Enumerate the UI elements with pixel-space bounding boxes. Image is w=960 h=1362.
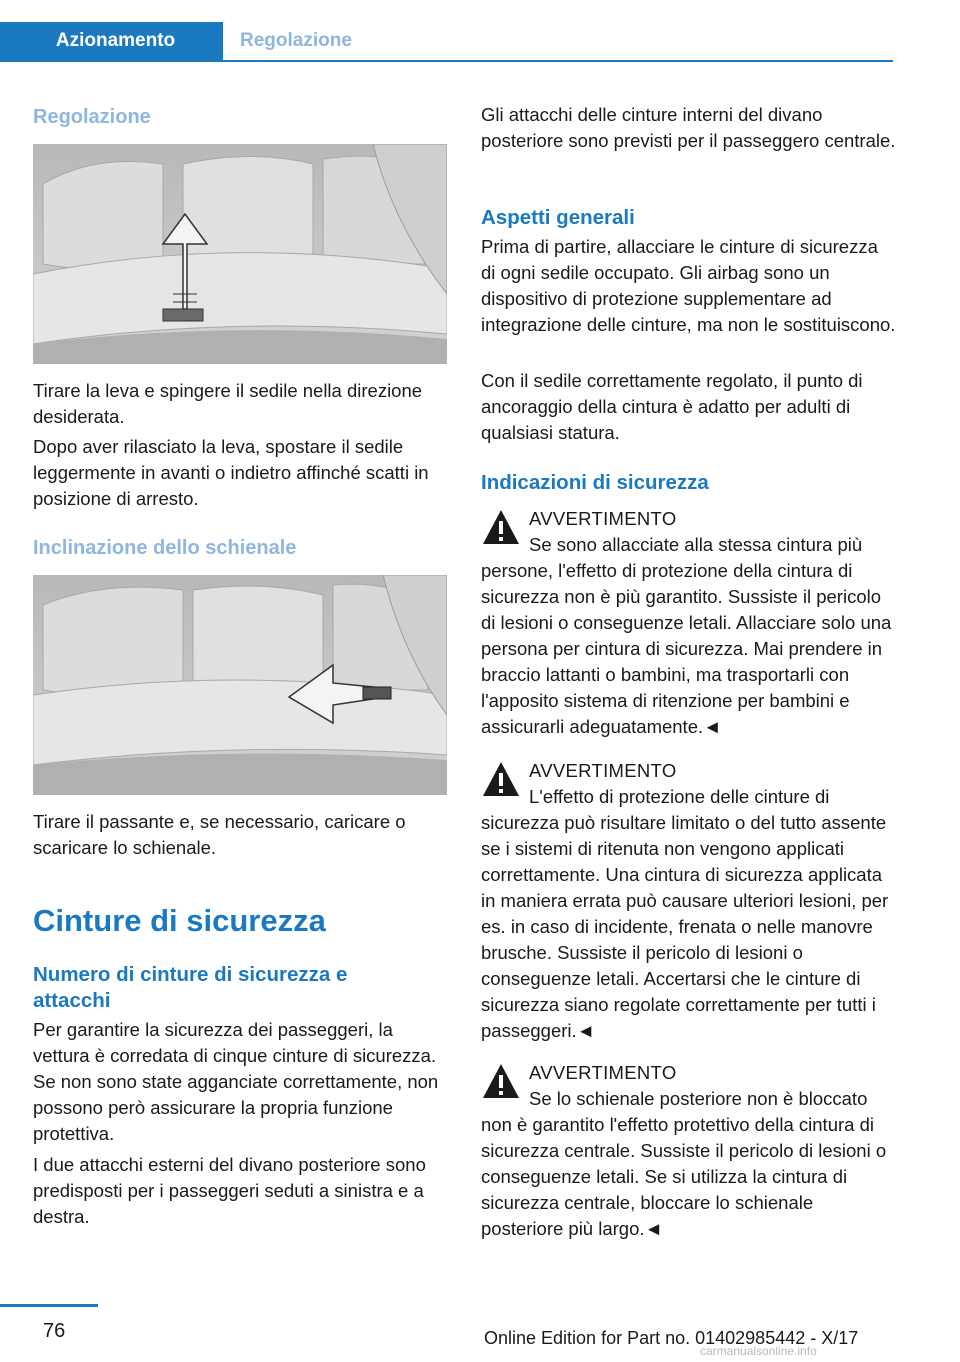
backrest-illustration <box>33 575 447 795</box>
edition-note: Online Edition for Part no. 01402985442 - X/17 <box>484 1328 859 1348</box>
paragraph-regolazione-2: Dopo aver rilasciato la leva, spostare il sedile leggermente in avanti o indietro affinché scatti in posizione di arresto. <box>33 436 429 509</box>
footer-rule <box>0 1304 98 1307</box>
backrest-figure <box>33 575 447 795</box>
heading-indicazioni-sicurezza: Indicazioni di sicurezza <box>481 471 709 494</box>
paragraph-attacchi-interni: Gli attacchi delle cinture interni del divano posteriore sono previsti per il passeggero centrale. <box>481 104 896 151</box>
seat-adjustment-figure <box>33 144 447 364</box>
section-tab-azionamento[interactable]: Azionamento <box>0 22 223 60</box>
paragraph-numero-cinture-1: Per garantire la sicurezza dei passeggeri, la vettura è corredata di cinque cinture di sicurezza. Se non sono state agganciate correttamente, non possono però assicurare la propria funzione protettiva. <box>33 1019 439 1144</box>
watermark: carmanualsonline.info <box>700 1344 817 1358</box>
warning-text: L'effetto di protezione delle cinture di sicurezza può risultare limitato o del tutto assente se i sistemi di ritenuta non vengono applicati correttamente. Una cintura di sicurezza applicata in maniera errata può causare ulteriori lesioni, per es. in caso di incidente, frenata o nelle manovre brusche. Sussiste il pericolo di lesioni o conseguenze letali. Accertarsi che le cinture di sicurezza siano regolate correttamente per tutti i passeggeri.◄ <box>481 786 889 1041</box>
seat-adjustment-illustration <box>33 144 447 364</box>
heading-numero-cinture: Numero di cinture di sicurezza e attacchi <box>33 963 348 1012</box>
paragraph-regolazione-1: Tirare la leva e spingere il sedile nella direzione desiderata. <box>33 380 423 427</box>
heading-aspetti-generali: Aspetti generali <box>481 206 635 229</box>
paragraph-aspetti-generali-2: Con il sedile correttamente regolato, il punto di ancoraggio della cintura è adatto per adulti di qualsiasi statura. <box>481 370 863 443</box>
heading-inclinazione: Inclinazione dello schienale <box>33 537 297 559</box>
paragraph-inclinazione: Tirare il passante e, se necessario, caricare o scaricare lo schienale. <box>33 811 406 858</box>
section-tab-regolazione[interactable]: Regolazione <box>240 30 352 51</box>
header-rule <box>0 60 893 62</box>
heading-cinture-di-sicurezza: Cinture di sicurezza <box>33 903 326 938</box>
paragraph-numero-cinture-2: I due attacchi esterni del divano posteriore sono predisposti per i passeggeri seduti a sinistra e a destra. <box>33 1154 426 1227</box>
heading-regolazione: Regolazione <box>33 106 151 128</box>
paragraph-aspetti-generali-1: Prima di partire, allacciare le cinture di sicurezza di ogni sedile occupato. Gli airbag sono un dispositivo di protezione supplementare ad integrazione delle cinture, ma non le sostituiscono. <box>481 236 896 335</box>
warning-text: Se lo schienale posteriore non è bloccato non è garantito l'effetto protettivo della cintura di sicurezza centrale. Sussiste il pericolo di lesioni o conseguenze letali. Se si utilizza la cintura di sicurezza centrale, bloccare lo schienale posteriore più largo.◄ <box>481 1088 887 1239</box>
page-number: 76 <box>43 1320 66 1342</box>
warning-label: AVVERTIMENTO <box>529 508 677 529</box>
warning-label: AVVERTIMENTO <box>529 1062 677 1083</box>
warning-text: Se sono allacciate alla stessa cintura più persone, l'effetto di protezione della cintura di sicurezza non è più garantito. Sussiste il pericolo di lesioni o conseguenze letali. Allacciare solo una persona per cintura di sicurezza. Mai prendere in braccio lattanti o bambini, ma trasportarli con l'apposito sistema di ritenzione per bambini e assicurarli adeguatamente.◄ <box>481 534 892 737</box>
page-header <box>0 0 960 62</box>
warning-label: AVVERTIMENTO <box>529 760 677 781</box>
